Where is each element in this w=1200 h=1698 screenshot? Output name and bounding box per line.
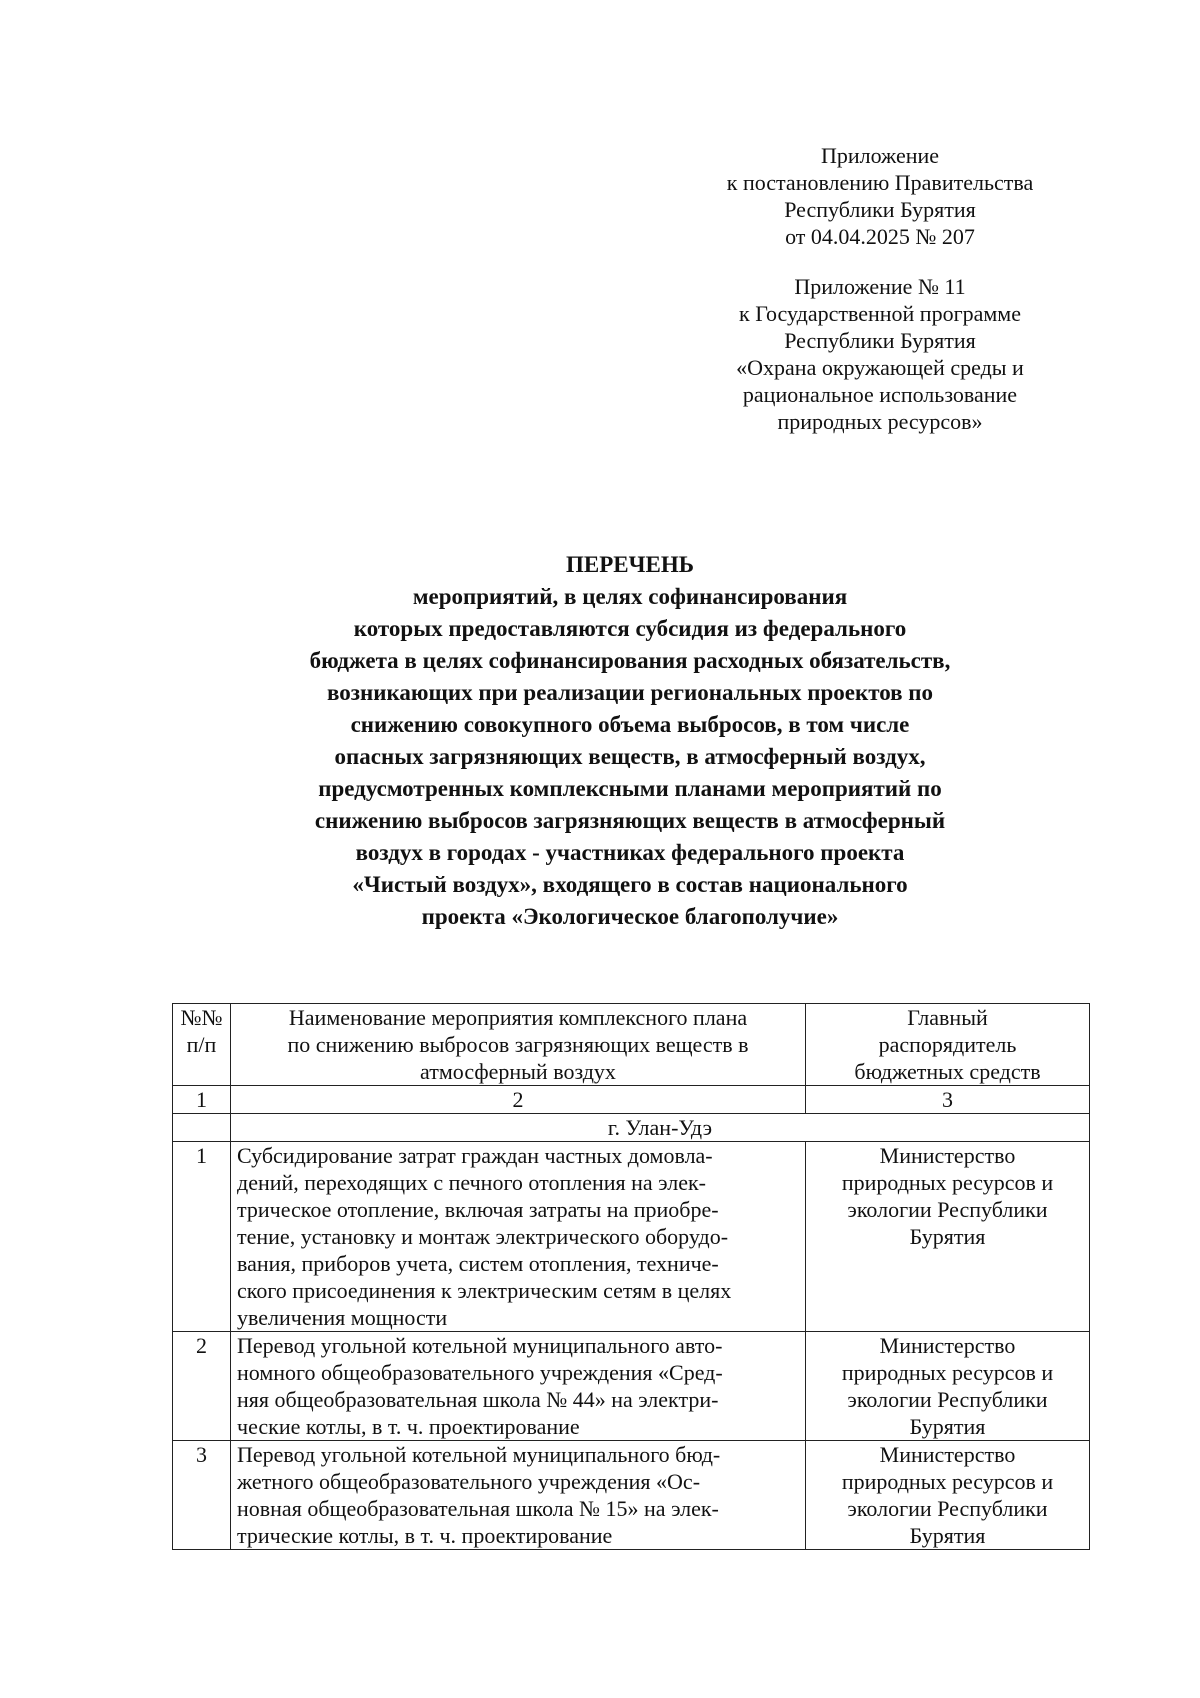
column-number-cell: 2 xyxy=(231,1086,806,1114)
appendix-line: «Охрана окружающей среды и xyxy=(736,355,1024,380)
row-name-cell: Перевод угольной котельной муниципального бюд- жетного общеобразовательного учреждения «Ос- новная общеобразовательная школа № 15» на элек- трические котлы, в т. ч. проектирование xyxy=(231,1441,806,1550)
appendix-line: к постановлению Правительства xyxy=(726,170,1034,195)
title-line: проекта «Экологическое благополучие» xyxy=(421,904,839,929)
row-number-cell: 3 xyxy=(173,1441,231,1550)
table-row xyxy=(173,1142,1090,1332)
table-header-row xyxy=(173,1004,1090,1086)
title-line: которых предоставляются субсидия из федерального xyxy=(353,616,907,641)
title-line: бюджета в целях софинансирования расходных обязательств, xyxy=(309,648,951,673)
appendix-line: Республики Бурятия xyxy=(784,328,976,353)
appendix-line: рациональное использование xyxy=(742,382,1018,407)
row-name-cell: Субсидирование затрат граждан частных домовла- дений, переходящих с печного отопления на элек- трическое отопление, включая затраты на приобре- тение, установку и монтаж электрического оборудо- вания, приборов учета, систем отопления, техниче- ского присоединения к электрическим сетям в целях увеличения мощности xyxy=(231,1142,806,1332)
document-title xyxy=(160,549,1100,933)
title-line: опасных загрязняющих веществ, в атмосферный воздух, xyxy=(334,744,926,769)
appendix-line: природных ресурсов» xyxy=(777,409,983,434)
header-number-cell: №№ п/п xyxy=(173,1004,231,1086)
appendix-line: к Государственной программе xyxy=(739,301,1021,326)
appendix-resolution-block xyxy=(700,142,1060,250)
city-cell: г. Улан-Удэ xyxy=(231,1114,1090,1142)
table-row xyxy=(173,1332,1090,1441)
header-name-cell: Наименование мероприятия комплексного плана по снижению выбросов загрязняющих веществ в атмосферный воздух xyxy=(231,1004,806,1086)
column-number-cell: 1 xyxy=(173,1086,231,1114)
title-line: мероприятий, в целях софинансирования xyxy=(412,584,848,609)
title-line: снижению выбросов загрязняющих веществ в атмосферный xyxy=(314,808,946,833)
appendix-line: Республики Бурятия xyxy=(784,197,976,222)
row-number-cell: 2 xyxy=(173,1332,231,1441)
table-row xyxy=(173,1441,1090,1550)
row-org-cell: Министерство природных ресурсов и экологии Республики Бурятия xyxy=(806,1142,1090,1332)
city-empty-cell xyxy=(173,1114,231,1142)
title-heading: ПЕРЕЧЕНЬ xyxy=(566,552,694,577)
column-number-cell: 3 xyxy=(806,1086,1090,1114)
measures-table xyxy=(172,1003,1090,1550)
appendix-header xyxy=(700,142,1060,435)
appendix-line: Приложение № 11 xyxy=(794,274,966,299)
title-line: предусмотренных комплексными планами мероприятий по xyxy=(318,776,942,801)
appendix-line: от 04.04.2025 № 207 xyxy=(785,224,975,249)
header-org-cell: Главный распорядитель бюджетных средств xyxy=(806,1004,1090,1086)
appendix-line: Приложение xyxy=(820,143,940,168)
title-line: снижению совокупного объема выбросов, в том числе xyxy=(350,712,910,737)
row-name-cell: Перевод угольной котельной муниципального авто- номного общеобразовательного учреждения «Сред- няя общеобразовательная школа № 44» на электри- ческие котлы, в т. ч. проектирование xyxy=(231,1332,806,1441)
appendix-program-block xyxy=(700,273,1060,435)
title-line: возникающих при реализации региональных проектов по xyxy=(326,680,934,705)
row-org-cell: Министерство природных ресурсов и экологии Республики Бурятия xyxy=(806,1332,1090,1441)
title-line: воздух в городах - участниках федерального проекта xyxy=(355,840,905,865)
row-number-cell: 1 xyxy=(173,1142,231,1332)
city-row xyxy=(173,1114,1090,1142)
row-org-cell: Министерство природных ресурсов и экологии Республики Бурятия xyxy=(806,1441,1090,1550)
title-line: «Чистый воздух», входящего в состав национального xyxy=(352,872,908,897)
column-numbers-row xyxy=(173,1086,1090,1114)
